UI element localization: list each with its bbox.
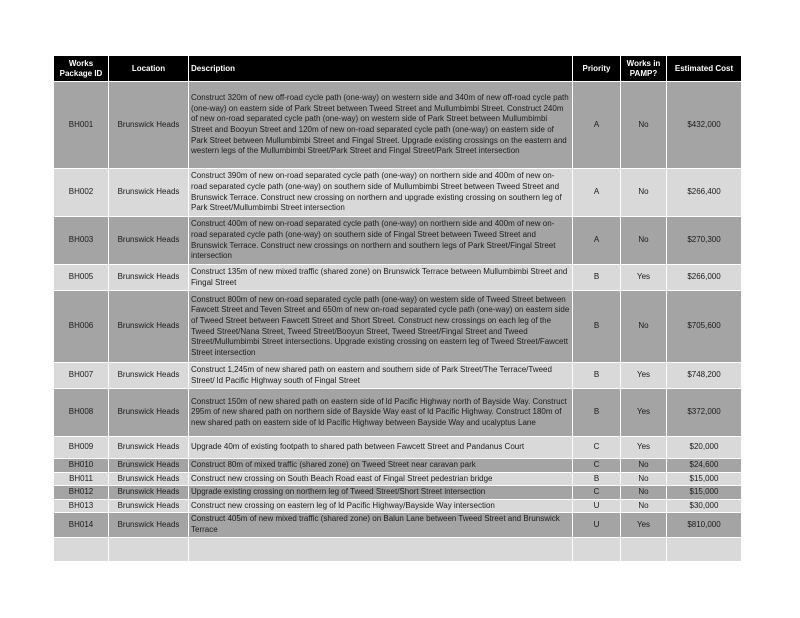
cell-pamp: No <box>621 486 667 500</box>
cell-cost: $432,000 <box>667 82 742 169</box>
cell-cost: $372,000 <box>667 389 742 437</box>
cell-location: Brunswick Heads <box>109 513 189 537</box>
works-package-table <box>53 55 742 562</box>
cell-description: Construct 320m of new off-road cycle path (one-way) on western side and 340m of new off-road cycle path (one-way) on eastern side of Park Street between Tweed Street and Mullumbimbi Street. Construct 240m of new on-road separated cycle path (one-way) on western side of Park Street between Mullumbimbi Street and Booyun Street and 120m of new on-road separated cycle path (one-way) on eastern side of Park Street between Mullumbimbi Street and Fingal Street. Upgrade existing crossings on the eastern and western legs of the Mullumbimbi Street/Park Street and Fingal Street/Park Street intersection <box>189 82 573 169</box>
cell-cost: $266,000 <box>667 265 742 291</box>
cell-id: BH009 <box>54 437 109 459</box>
cell-pamp: No <box>621 472 667 486</box>
cell-id: BH002 <box>54 169 109 217</box>
cell-pamp: No <box>621 217 667 265</box>
cell-priority: B <box>573 265 621 291</box>
table-row <box>54 499 742 513</box>
cell-cost: $748,200 <box>667 363 742 389</box>
cell-priority: U <box>573 513 621 537</box>
cell-description: Construct 390m of new on-road separated cycle path (one-way) on northern side and 400m of new on-road separated cycle path (one-way) on southern side of Mullumbimbi Street between Tweed Street and Brunswick Terrace. Construct new crossing on northern and upgrade existing crossing on southern leg of Park Street/Mullumbimbi Street intersection <box>189 169 573 217</box>
cell-location: Brunswick Heads <box>109 499 189 513</box>
header-priority: Priority <box>573 56 621 82</box>
cell-description: Construct new crossing on eastern leg of ld Pacific Highway/Bayside Way intersection <box>189 499 573 513</box>
cell-description: Upgrade existing crossing on northern leg of Tweed Street/Short Street intersection <box>189 486 573 500</box>
cell-pamp: No <box>621 291 667 363</box>
cell-location <box>109 537 189 561</box>
table-row <box>54 217 742 265</box>
cell-pamp: Yes <box>621 437 667 459</box>
table-row <box>54 513 742 537</box>
cell-id: BH006 <box>54 291 109 363</box>
cell-location: Brunswick Heads <box>109 389 189 437</box>
cell-priority: C <box>573 486 621 500</box>
cell-pamp: No <box>621 82 667 169</box>
cell-cost: $20,000 <box>667 437 742 459</box>
cell-id: BH012 <box>54 486 109 500</box>
cell-priority: A <box>573 82 621 169</box>
cell-id: BH014 <box>54 513 109 537</box>
cell-cost: $30,000 <box>667 499 742 513</box>
cell-location: Brunswick Heads <box>109 265 189 291</box>
cell-pamp: Yes <box>621 513 667 537</box>
cell-priority: C <box>573 459 621 473</box>
table-row <box>54 291 742 363</box>
cell-cost: $24,600 <box>667 459 742 473</box>
cell-description: Construct 1,245m of new shared path on eastern and southern side of Park Street/The Terrace/Tweed Street/ ld Pacific Highway south of Fingal Street <box>189 363 573 389</box>
cell-location: Brunswick Heads <box>109 217 189 265</box>
cell-id: BH013 <box>54 499 109 513</box>
cell-priority: B <box>573 363 621 389</box>
cell-id <box>54 537 109 561</box>
table-row <box>54 437 742 459</box>
cell-priority <box>573 537 621 561</box>
table-row <box>54 459 742 473</box>
cell-id: BH008 <box>54 389 109 437</box>
cell-location: Brunswick Heads <box>109 291 189 363</box>
cell-location: Brunswick Heads <box>109 486 189 500</box>
cell-location: Brunswick Heads <box>109 459 189 473</box>
cell-description: Construct 135m of new mixed traffic (shared zone) on Brunswick Terrace between Mullumbimbi Street and Fingal Street <box>189 265 573 291</box>
header-description: Description <box>189 56 573 82</box>
cell-cost <box>667 537 742 561</box>
cell-priority: A <box>573 169 621 217</box>
cell-location: Brunswick Heads <box>109 437 189 459</box>
header-location: Location <box>109 56 189 82</box>
cell-location: Brunswick Heads <box>109 82 189 169</box>
cell-priority: B <box>573 291 621 363</box>
table-row <box>54 82 742 169</box>
cell-location: Brunswick Heads <box>109 472 189 486</box>
cell-pamp: No <box>621 459 667 473</box>
table-row <box>54 472 742 486</box>
table-row <box>54 486 742 500</box>
cell-description: Construct 150m of new shared path on eastern side of ld Pacific Highway north of Bayside Way. Construct 295m of new shared path on northern side of Bayside Way east of ld Pacific Highway. Construct 180m of new shared path on eastern side of ld Pacific Highway between Bayside Way and ucalyptus Lane <box>189 389 573 437</box>
cell-id: BH003 <box>54 217 109 265</box>
cell-description: Construct new crossing on South Beach Road east of Fingal Street pedestrian bridge <box>189 472 573 486</box>
cell-id: BH007 <box>54 363 109 389</box>
header-estimated-cost: Estimated Cost <box>667 56 742 82</box>
cell-description: Construct 400m of new on-road separated cycle path (one-way) on northern side and 400m of new on-road separated cycle path (one-way) on southern side of Fingal Street between Tweed Street and Brunswick Terrace. Construct new crossings on northern and southern legs of Park Street/Fingal Street intersection <box>189 217 573 265</box>
cell-pamp: No <box>621 169 667 217</box>
cell-description: Construct 800m of new on-road separated cycle path (one-way) on western side of Tweed Street between Fawcett Street and Teven Street and 650m of new on-road separated cycle path (one-way) on eastern side of Tweed Street between Fawcett Street and Short Street. Construct new crossings on each leg of the Tweed Street/Nana Street, Tweed Street/Booyun Street, Tweed Street/Fingal Street and Tweed Street/Mullumbimbi Street intersections. Upgrade existing crossing on eastern leg of Tweed Street/Fawcett Street intersection <box>189 291 573 363</box>
table-header-row <box>54 56 742 82</box>
header-works-package-id: Works Package ID <box>54 56 109 82</box>
cell-priority: A <box>573 217 621 265</box>
table-row <box>54 169 742 217</box>
table-row <box>54 389 742 437</box>
cell-description <box>189 537 573 561</box>
table-row <box>54 363 742 389</box>
cell-cost: $15,000 <box>667 472 742 486</box>
cell-priority: C <box>573 437 621 459</box>
cell-id: BH001 <box>54 82 109 169</box>
cell-cost: $15,000 <box>667 486 742 500</box>
cell-pamp: No <box>621 499 667 513</box>
cell-priority: B <box>573 472 621 486</box>
cell-pamp: Yes <box>621 363 667 389</box>
cell-cost: $810,000 <box>667 513 742 537</box>
cell-pamp: Yes <box>621 265 667 291</box>
cell-location: Brunswick Heads <box>109 363 189 389</box>
table-row <box>54 537 742 561</box>
cell-priority: U <box>573 499 621 513</box>
cell-pamp: Yes <box>621 389 667 437</box>
cell-description: Construct 405m of new mixed traffic (shared zone) on Balun Lane between Tweed Street and Brunswick Terrace <box>189 513 573 537</box>
cell-priority: B <box>573 389 621 437</box>
cell-location: Brunswick Heads <box>109 169 189 217</box>
cell-description: Construct 80m of mixed traffic (shared zone) on Tweed Street near caravan park <box>189 459 573 473</box>
table-row <box>54 265 742 291</box>
cell-pamp <box>621 537 667 561</box>
cell-cost: $705,600 <box>667 291 742 363</box>
cell-cost: $270,300 <box>667 217 742 265</box>
cell-id: BH005 <box>54 265 109 291</box>
cell-cost: $266,400 <box>667 169 742 217</box>
cell-description: Upgrade 40m of existing footpath to shared path between Fawcett Street and Pandanus Court <box>189 437 573 459</box>
cell-id: BH011 <box>54 472 109 486</box>
header-works-in-pamp: Works in PAMP? <box>621 56 667 82</box>
cell-id: BH010 <box>54 459 109 473</box>
